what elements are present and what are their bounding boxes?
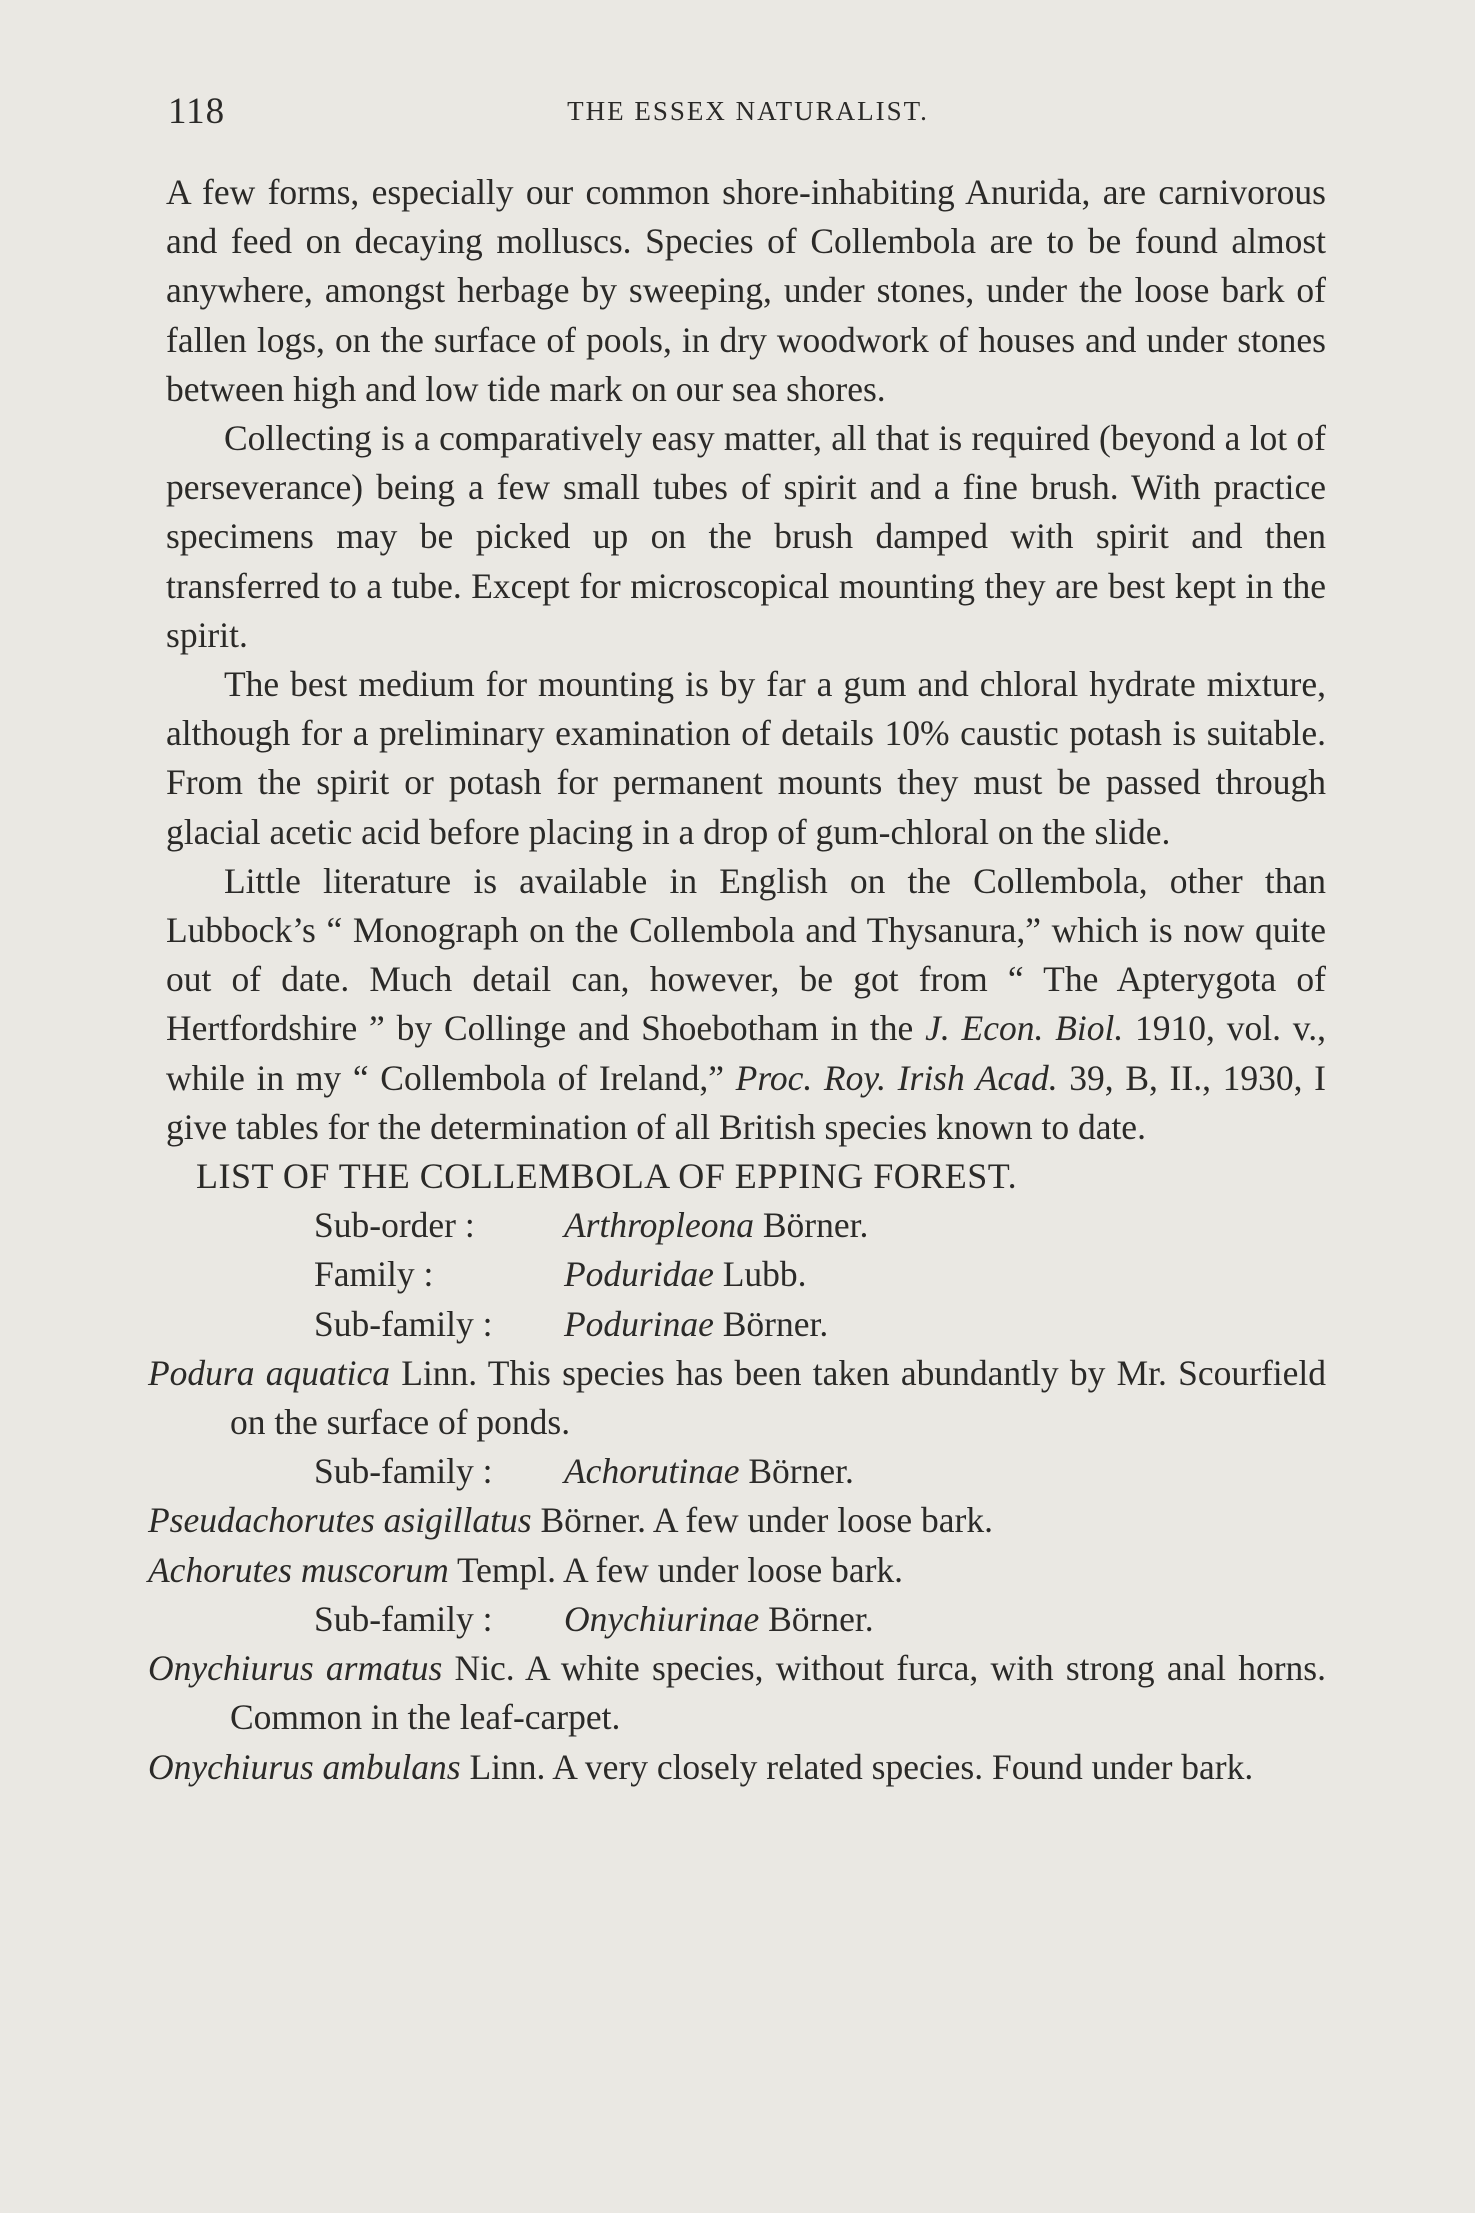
subfamily-line xyxy=(166,1447,1326,1496)
family-label: Family : xyxy=(314,1254,434,1295)
subfamily-label: Sub-family : xyxy=(314,1451,493,1492)
species-entry xyxy=(148,1546,1326,1595)
subfamily-author: Börner. xyxy=(713,1303,829,1344)
suborder-label: Sub-order : xyxy=(314,1205,475,1246)
subfamily-name: Podurinae xyxy=(564,1303,714,1344)
suborder-name: Arthropleona xyxy=(564,1205,754,1246)
species-text: Nic. A white species, without furca, with strong anal horns. Common in the leaf-carpet. xyxy=(230,1648,1326,1738)
species-entry xyxy=(148,1743,1326,1792)
species-text: Linn. This species has been taken abundantly by Mr. Scourfield on the surface of ponds. xyxy=(230,1352,1326,1443)
paragraph-mounting: The best medium for mounting is by far a gum and chloral hydrate mixture, although for a preliminary examination of details 10% caustic potash is suitable. From the spirit or potash for permanent mounts they must be passed through glacial acetic acid before placing in a drop of gum-chloral on the slide. xyxy=(166,664,1326,852)
body-text xyxy=(148,168,1327,1792)
paragraph-literature xyxy=(166,857,1326,1152)
family-author: Lubb. xyxy=(713,1254,807,1295)
literature-text-1: Little literature is available in English on the Collembola, other than Lubbock’s “ Monograph on the Collembola and Thysanura,” which is now quite out of date. Much detail can, however, be got from “ The Apterygota of Hertfordshire ” by Collinge and Shoebotham in the xyxy=(166,860,1326,1049)
species-text: Linn. A very closely related species. Found under bark. xyxy=(460,1746,1254,1787)
species-name: Achorutes muscorum xyxy=(148,1549,449,1590)
suborder-line xyxy=(166,1201,1326,1250)
species-text: Templ. A few under loose bark. xyxy=(448,1549,904,1590)
literature-text-2: 1910, vol. v., while in my “ Collembola of Ireland,” xyxy=(166,1008,1327,1098)
suborder-author: Börner. xyxy=(753,1205,869,1246)
species-name: Pseudachorutes asigillatus xyxy=(148,1500,532,1541)
subfamily-line xyxy=(166,1300,1326,1349)
subfamily-name: Onychiurinae xyxy=(564,1598,760,1639)
paragraph-collecting: Collecting is a comparatively easy matter, all that is required (beyond a lot of perseverance) being a few small tubes of spirit and a fine brush. With practice specimens may be picked up on the brush damped with spirit and then transferred to a tube. Except for microscopical mounting they are best kept in the spirit. xyxy=(166,418,1326,655)
subfamily-line xyxy=(166,1595,1326,1644)
paragraph-feeding-habits: A few forms, especially our common shore-inhabiting Anurida, are carnivorous and feed on decaying molluscs. Species of Collembola are to be found almost anywhere, amongst herbage by sweeping, under stones, under the loose bark of fallen logs, on the surface of pools, in dry woodwork of houses and under stones between high and low tide mark on our sea shores. xyxy=(166,172,1326,409)
subfamily-author: Börner. xyxy=(739,1451,854,1492)
species-entry xyxy=(148,1644,1326,1742)
species-name: Podura aquatica xyxy=(148,1352,390,1393)
family-name: Poduridae xyxy=(564,1254,714,1295)
journal-citation-irish-acad: Proc. Roy. Irish Acad. xyxy=(735,1057,1058,1098)
journal-citation-econ-biol: J. Econ. Biol. xyxy=(925,1008,1124,1049)
subfamily-name: Achorutinae xyxy=(564,1451,740,1492)
subfamily-label: Sub-family : xyxy=(314,1303,493,1344)
journal-title: THE ESSEX NATURALIST. xyxy=(567,96,929,126)
species-entry xyxy=(148,1349,1326,1447)
page-number: 118 xyxy=(168,91,226,132)
species-name: Onychiurus armatus xyxy=(148,1648,443,1689)
list-heading: LIST OF THE COLLEMBOLA OF EPPING FOREST. xyxy=(196,1156,1018,1197)
family-line xyxy=(166,1250,1326,1299)
species-name: Onychiurus ambulans xyxy=(148,1746,461,1787)
subfamily-label: Sub-family : xyxy=(314,1598,493,1639)
running-head xyxy=(168,90,1328,134)
subfamily-author: Börner. xyxy=(759,1598,874,1639)
species-entry xyxy=(148,1496,1326,1545)
species-text: Börner. A few under loose bark. xyxy=(531,1500,993,1541)
literature-text-3: 39, B, II., 1930, I give tables for the determination of all British species known to date. xyxy=(166,1057,1326,1147)
